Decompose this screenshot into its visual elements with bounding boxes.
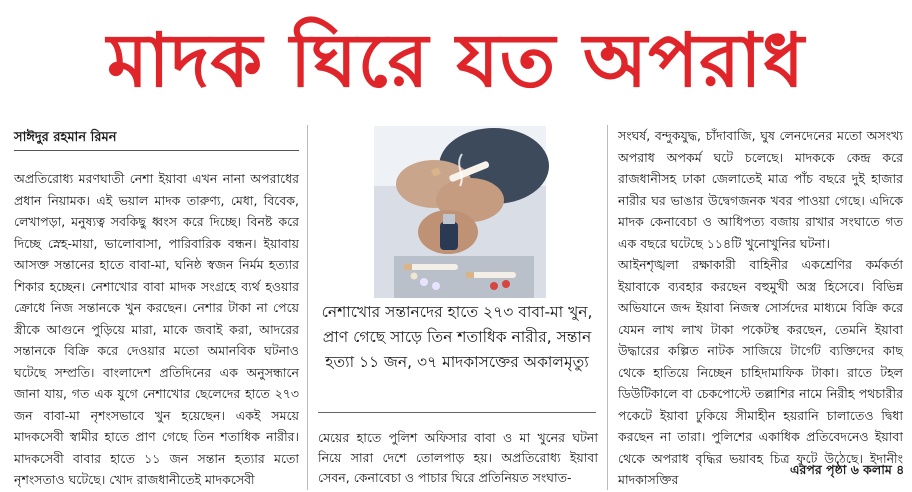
left-paragraph: অপ্রতিরোধ্য মরণঘাতী নেশা ইয়াবা এখন নানা অপরাধের প্রধান নিয়ামক। এই ভয়াল মাদক তারুণ্য, মেধা, বিবেক, লেখাপড়া, মনুষ্যত্ব সবকিছু ধ্বংস করে দিচ্ছে। বিনষ্ট করে দিচ্ছে স্নেহ-মায়া, ভালোবাসা, পারিবারিক বন্ধন। ইয়াবায় আসক্ত সন্তানের হাতে বাবা-মা, ঘনিষ্ঠ স্বজন নির্মম হত্যার শিকার হচ্ছেন। নেশাখোর বাবা মাদক সংগ্রহে ব্যর্থ হওয়ার ক্রোধে নিজ সন্তানকে খুন করছেন। নেশার টাকা না পেয়ে স্ত্রীকে আগুনে পুড়িয়ে মারা, মাকে জবাই করা, আদরের সন্তানকে বিক্রি করে দেওয়ার মতো অমানবিক ঘটনাও ঘটেছে সম্প্রতি। বাংলাদেশ প্রতিদিনের এক অনুসন্ধানে জানা যায়, গত এক যুগে নেশাখোর ছেলেদের হাতে ২৭৩ জন বাবা-মা নৃশংসভাবে খুন হয়েছেন। একই সময়ে মাদকসেবী স্বামীর হাতে প্রাণ গেছে তিন শতাধিক নারীর। মাদকসেবী বাবার হাতে ১১ জন সন্তান হত্যার মতো নৃশংসতাও ঘটেছে। খোদ রাজধানীতেই মাদকসেবী [14, 171, 299, 487]
headline: মাদক ঘিরে যত অপরাধ [107, 18, 805, 104]
left-column [14, 168, 299, 488]
byline: সাঈদুর রহমান রিমন [14, 130, 117, 145]
pull-quote: নেশাখোর সন্তানদের হাতে ২৭৩ বাবা-মা খুন, প্রাণ গেছে সাড়ে তিন শতাধিক নারীর, সন্তান হত্যা ১১ জন, ৩৭ মাদকাসক্তের অকালমৃত্যু [321, 303, 593, 371]
right-paragraph-1: সংঘর্ষ, বন্দুকযুদ্ধ, চাঁদাবাজি, ঘুষ লেনদেনের মতো অসংখ্য অপরাধ অপকর্ম ঘটে চলেছে। মাদককে কেন্দ্র করে রাজধানীসহ ঢাকা জেলাতেই মাত্র পাঁচ বছরে দুই হাজার নারীর ঘর ভাঙার উদ্বেগজনক খবর পাওয়া গেছে। এদিকে মাদক কেনাবেচা ও আধিপত্য বজায় রাখার সংঘাতে গত এক বছরে ঘটেছে ১১৪টি খুনোখুনির ঘটনা। [618, 128, 903, 251]
column-divider-right [607, 125, 608, 490]
middle-paragraph: মেয়ের হাতে পুলিশ অফিসার বাবা ও মা খুনের ঘটনা নিয়ে সারা দেশে তোলপাড় হয়। অপ্রতিরোধ্য ইয়াবা সেবন, কেনাবেচা ও পাচার ঘিরে প্রতিনিয়ত সংঘাত- [318, 430, 598, 485]
right-paragraph-2: আইনশৃঙ্খলা রক্ষাকারী বাহিনীর একশ্রেণির কর্মকর্তা ইয়াবাকে ব্যবহার করছেন বহুমুখী অস্ত্র হিসেবে। বিভিন্ন অভিযানে জব্দ ইয়াবা নিজস্ব সোর্সদের মাধ্যমে বিক্রি করে যেমন লাখ লাখ টাকা পকেটস্থ করছেন, তেমনি ইয়াবা উদ্ধারের কল্পিত নাটক সাজিয়ে টার্গেট ব্যক্তিদের কাছ থেকে হাতিয়ে নিচ্ছেন চাহিদামাফিক টাকা। রাতে টহল ডিউটিকালে বা চেকপোস্টে তল্লাশির নামে নিরীহ পথচারীর পকেটে ইয়াবা ঢুকিয়ে সীমাহীন হয়রানি চালাতেও দ্বিধা করছেন না তারা। পুলিশের একাধিক প্রতিবেদনেও ইয়াবা থেকে অপরাধ বৃদ্ধির ভয়াবহ চিত্র ফুটে উঠেছে। ইদানীং মাদকাসক্তির [618, 257, 903, 487]
continuation-note: এরপর পৃষ্ঠা ৬ কলাম ৪ [790, 462, 905, 477]
pull-quote-divider [318, 412, 596, 413]
middle-column [318, 428, 598, 492]
smoking-hands-illustration [374, 126, 546, 298]
article-photo [374, 126, 546, 298]
byline-divider [14, 150, 299, 151]
column-divider-left [307, 125, 308, 490]
